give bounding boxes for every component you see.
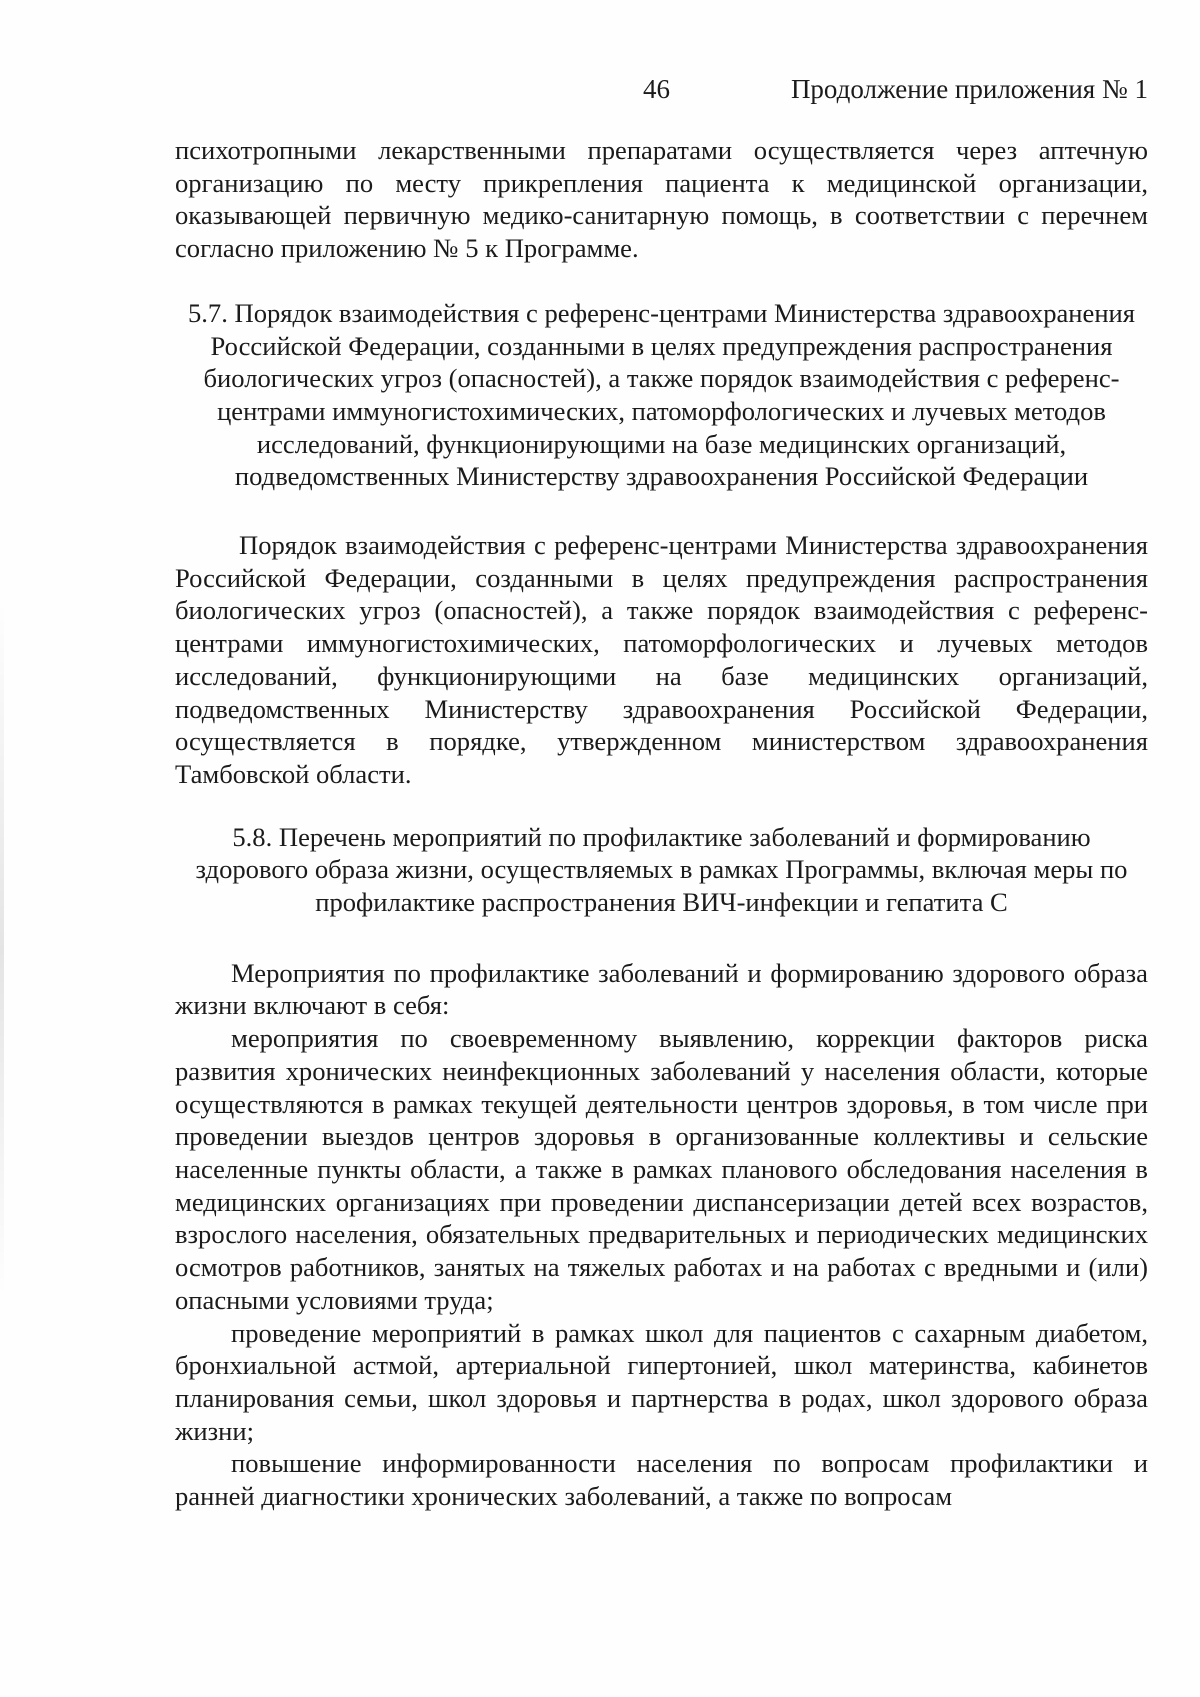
paragraph-reference-centers: Порядок взаимодействия с референс-центрами Министерства здравоохранения Российской Федерации, созданными в целях предупреждения распространения биологических угроз (опасностей), а также порядок взаимодействия с референс-центрами иммуногистохимических, патоморфологических и лучевых методов исследований, функционирующими на базе медицинских организаций, подведомственных Министерству здравоохранения Российской Федерации, осуществляется в порядке, утвержденном министерством здравоохранения Тамбовской области. — [175, 530, 1148, 789]
section-heading-5-7: 5.7. Порядок взаимодействия с референс-центрами Министерства здравоохранения Российской Федерации, созданными в целях предупреждения распространения биологических угроз (опасностей), а также порядок взаимодействия с референс-центрами иммуногистохимических, патоморфологических и лучевых методов исследований, функционирующими на базе медицинских организаций, подведомственных Министерству здравоохранения Российской Федерации — [187, 297, 1136, 492]
paragraph-awareness: повышение информированности населения по вопросам профилактики и ранней диагностики хронических заболеваний, а также по вопросам — [175, 1448, 1148, 1512]
section-heading-5-8: 5.8. Перечень мероприятий по профилактике заболеваний и формированию здорового образа жизни, осуществляемых в рамках Программы, включая меры по профилактике распространения ВИЧ-инфекции и гепатита С — [195, 821, 1128, 918]
paragraph-continuation: психотропными лекарственными препаратами осуществляется через аптечную организацию по месту прикрепления пациента к медицинской организации, оказывающей первичную медико-санитарную помощь, в соответствии с перечнем согласно приложению № 5 к Программе. — [175, 135, 1148, 264]
page-header — [0, 74, 1200, 114]
paragraph-patient-schools: проведение мероприятий в рамках школ для пациентов с сахарным диабетом, бронхиальной астмой, артериальной гипертонией, школ материнства, кабинетов планирования семьи, школ здоровья и партнерства в родах, школ здорового образа жизни; — [175, 1317, 1148, 1446]
document-body — [175, 134, 1148, 1513]
paragraph-risk-factors: мероприятия по своевременному выявлению, коррекции факторов риска развития хронических неинфекционных заболеваний у населения области, которые осуществляются в рамках текущей деятельности центров здоровья, в том числе при проведении выездов центров здоровья в организованные коллективы и сельские населенные пункты области, а также в рамках планового обследования населения в медицинских организациях при проведении диспансеризации детей всех возрастов, взрослого населения, обязательных предварительных и периодических медицинских осмотров работников, занятых на тяжелых работах и на работах с вредными и (или) опасными условиями труда; — [175, 1023, 1148, 1315]
paragraph-prevention-intro: Мероприятия по профилактике заболеваний и формированию здорового образа жизни включают в себя: — [175, 957, 1148, 1021]
appendix-continuation-note: Продолжение приложения № 1 — [790, 74, 1148, 104]
page-number: 46 — [643, 74, 670, 104]
scan-edge-shadow — [0, 600, 4, 1300]
